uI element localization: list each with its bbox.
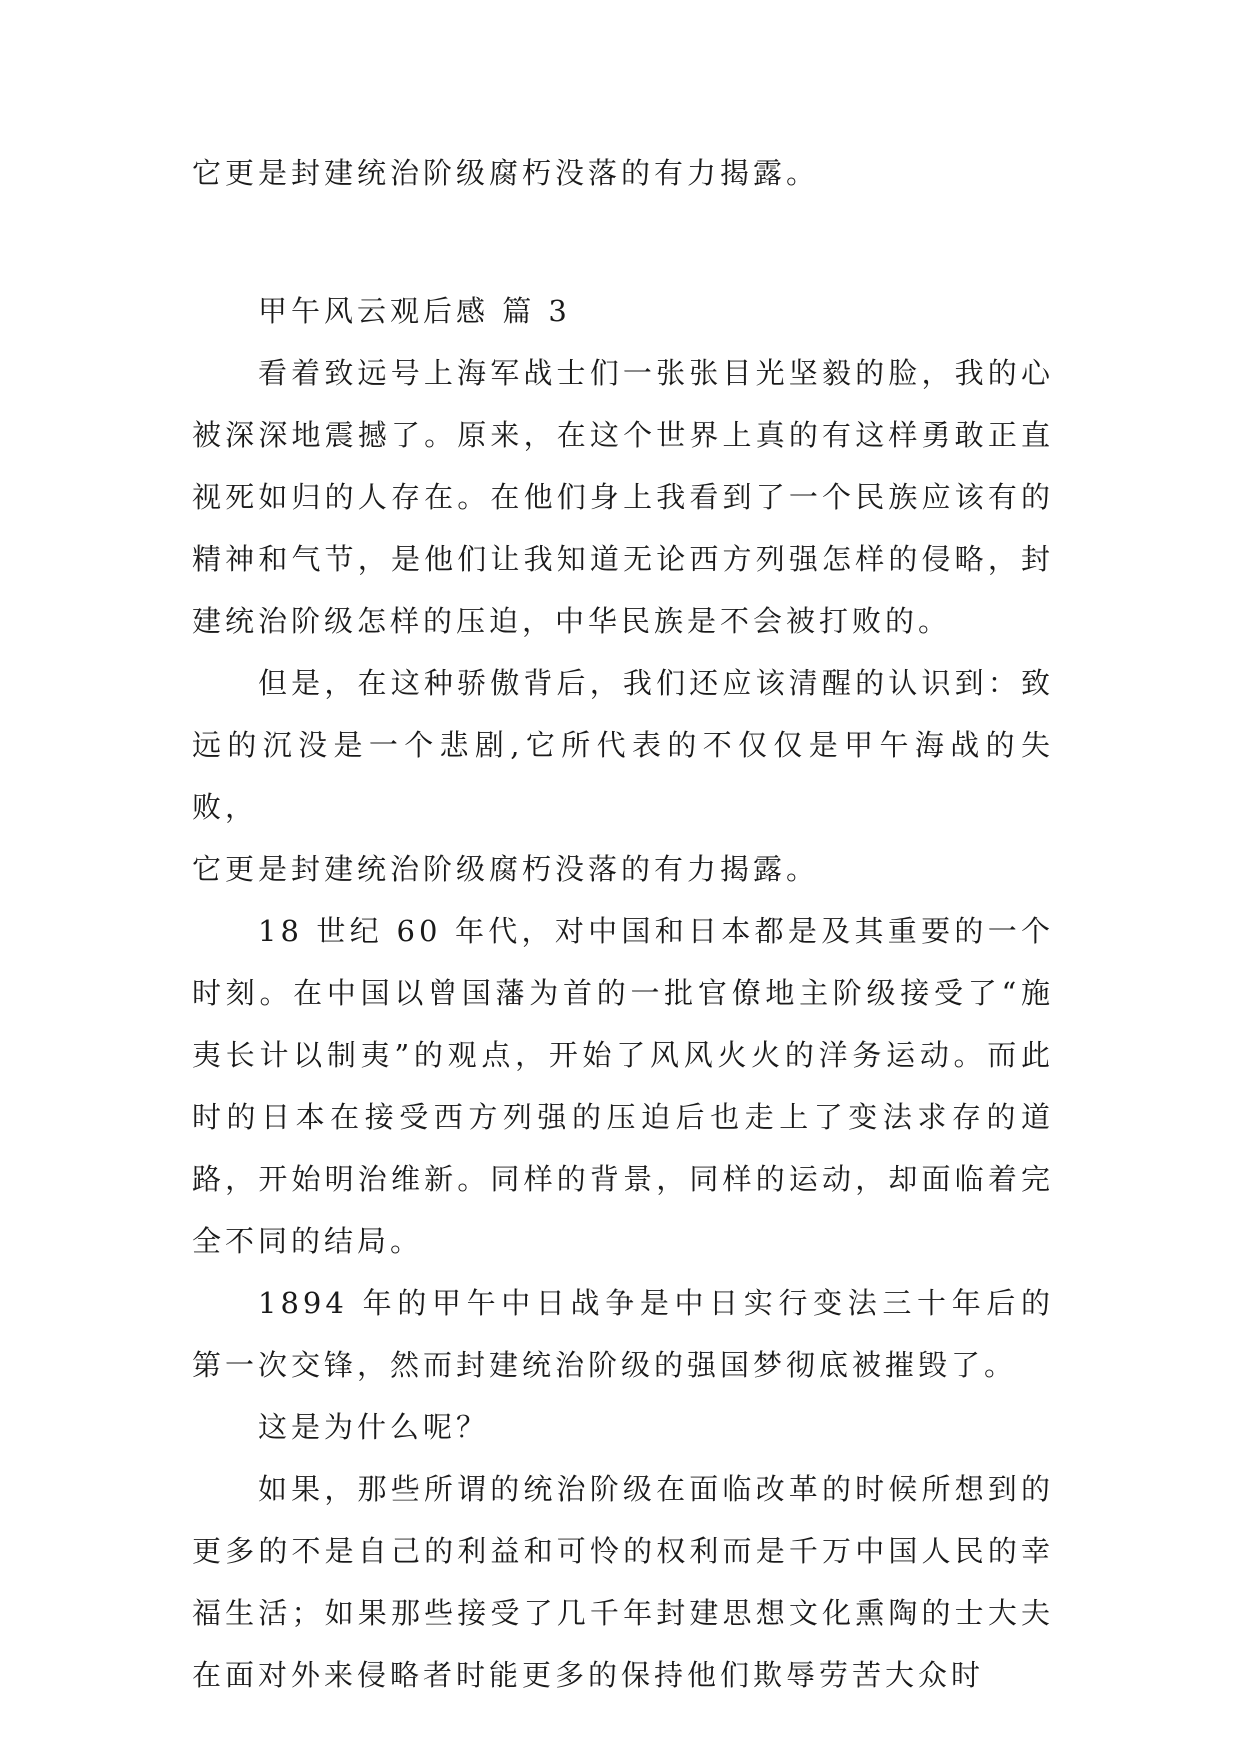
paragraph-4: 1894 年的甲午中日战争是中日实行变法三十年后的第一次交锋，然而封建统治阶级的强国梦彻底被摧毁了。 — [192, 1286, 1054, 1382]
paragraph-6: 如果，那些所谓的统治阶级在面临改革的时候所想到的更多的不是自己的利益和可怜的权利而是千万中国人民的幸福生活；如果那些接受了几千年封建思想文化熏陶的士大夫在面对外来侵略者时能更多的保持他们欺辱劳苦大众时 — [192, 1472, 1054, 1692]
paragraph-2: 但是，在这种骄傲背后，我们还应该清醒的认识到：致远的沉没是一个悲剧,它所代表的不仅仅是甲午海战的失败， — [192, 666, 1054, 824]
document-body — [192, 142, 1054, 1706]
paragraph-2-continuation: 它更是封建统治阶级腐朽没落的有力揭露。 — [192, 852, 820, 886]
section-heading: 甲午风云观后感 篇 3 — [258, 294, 571, 328]
paragraph-3: 18 世纪 60 年代，对中国和日本都是及其重要的一个时刻。在中国以曾国藩为首的一批官僚地主阶级接受了“施夷长计以制夷”的观点，开始了风风火火的洋务运动。而此时的日本在接受西方列强的压迫后也走上了变法求存的道路，开始明治维新。同样的背景，同样的运动，却面临着完全不同的结局。 — [192, 914, 1054, 1258]
paragraph-continuation: 它更是封建统治阶级腐朽没落的有力揭露。 — [192, 156, 820, 190]
paragraph-1: 看着致远号上海军战士们一张张目光坚毅的脸，我的心被深深地震撼了。原来，在这个世界上真的有这样勇敢正直视死如归的人存在。在他们身上我看到了一个民族应该有的精神和气节，是他们让我知道无论西方列强怎样的侵略，封建统治阶级怎样的压迫，中华民族是不会被打败的。 — [192, 356, 1054, 638]
paragraph-5: 这是为什么呢？ — [258, 1410, 490, 1444]
